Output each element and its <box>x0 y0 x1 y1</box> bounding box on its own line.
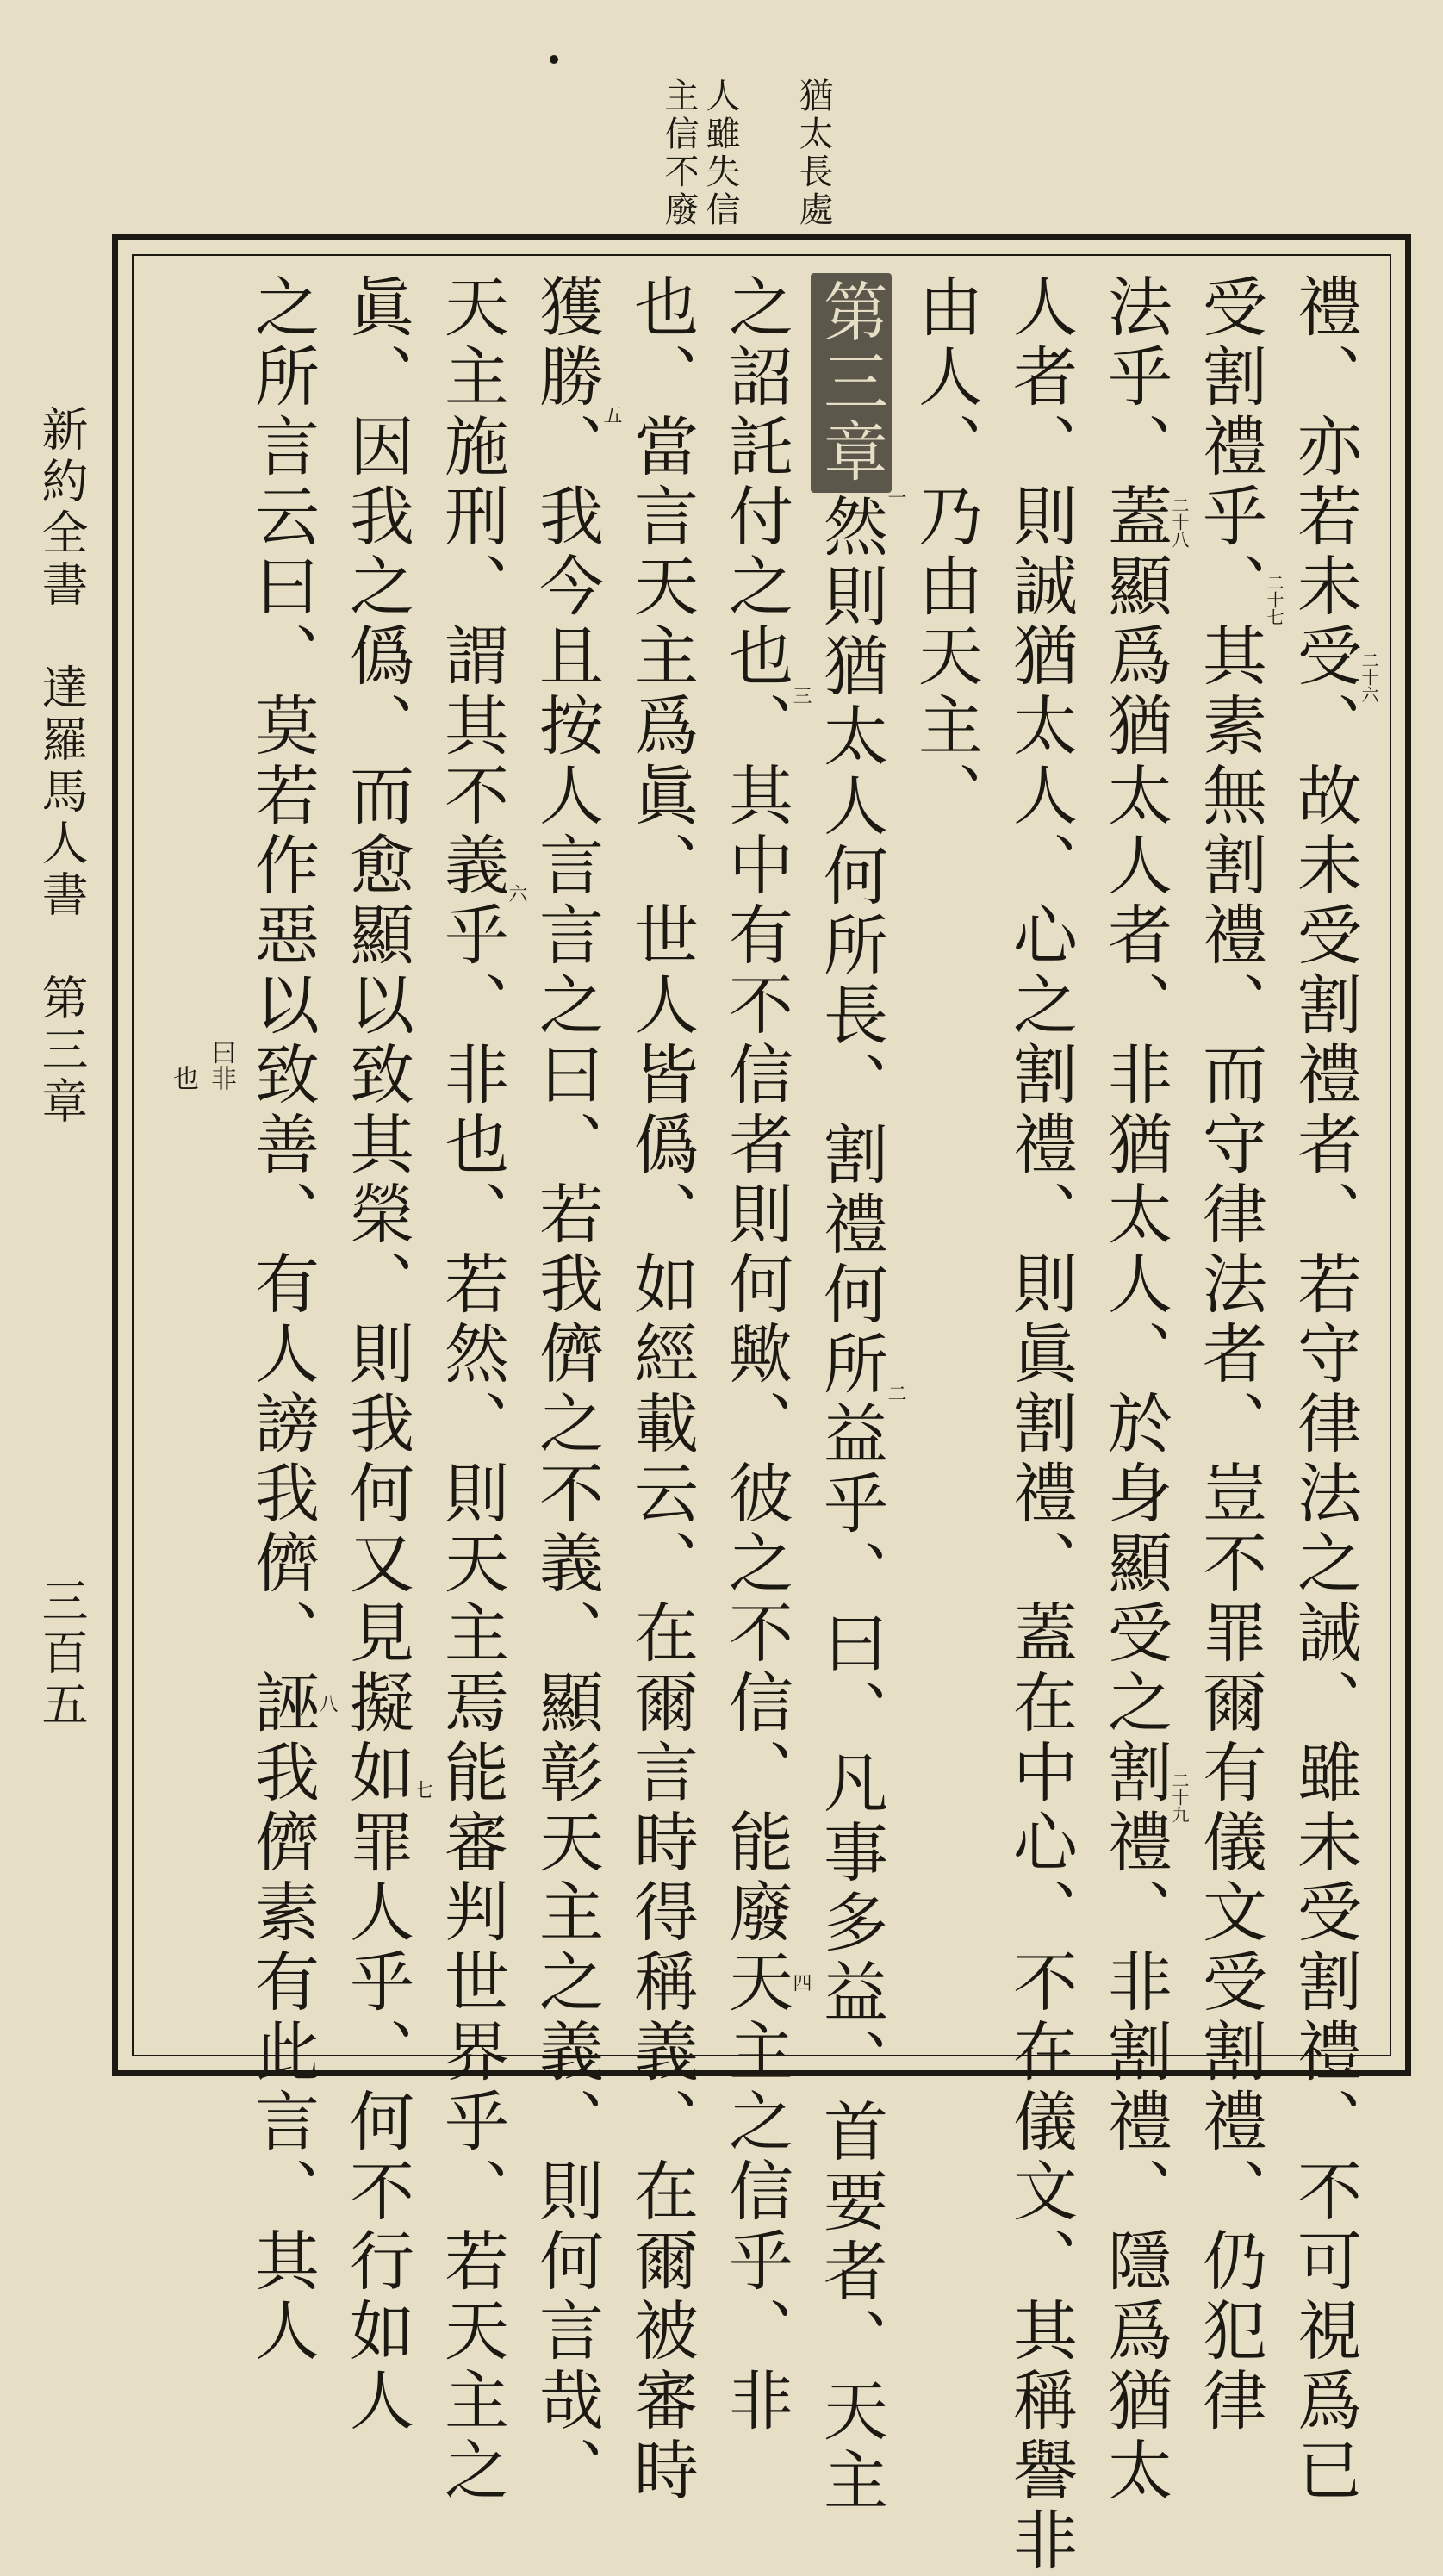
text-frame-inner <box>132 254 1391 2576</box>
verse-number-26: 二十六 <box>1359 651 1379 703</box>
text-column-12: 之所言云曰、莫若作惡以致善、有人謗我儕、誣我儕素有此言、其人 <box>245 273 320 2367</box>
book-title: 新約全書 達羅馬人書 第三章 <box>34 405 89 1129</box>
text-column-2: 受割禮乎、其素無割禮、而守律法者、豈不罪爾有儀文受割禮、仍犯律 <box>1192 273 1268 2436</box>
page-number: 三百五 <box>34 1577 89 1732</box>
text-column-10: 天主施刑、謂其不義乎、非也、若然、則天主焉能審判世界乎、若天主之 <box>434 273 510 2506</box>
verse-number-27: 二十七 <box>1264 574 1284 625</box>
verse-number-28: 二十八 <box>1169 496 1190 548</box>
inline-note-1: 曰非 <box>206 1039 236 1091</box>
text-column-1: 禮、亦若未受、故未受割禮者、若守律法之誡、雖未受割禮、不可視爲已 <box>1287 273 1363 2506</box>
chapter-heading: 第三章 <box>811 273 892 493</box>
text-column-3: 法乎、蓋顯爲猶太人者、非猶太人、於身顯受之割禮、非割禮、隱爲猶太 <box>1098 273 1173 2506</box>
verse-number-1: 一 <box>885 488 906 507</box>
text-column-6 <box>811 273 892 2517</box>
header-note-faith-line1: 人雖失信 <box>700 78 740 229</box>
verse-number-5: 五 <box>600 405 622 424</box>
text-column-11: 眞、因我之僞、而愈顯以致其榮、則我何又見擬如罪人乎、何不行如人 <box>339 273 415 2436</box>
text-column-5: 由人、乃由天主、 <box>908 273 984 831</box>
inline-note-2: 也 <box>168 1065 198 1091</box>
verse-number-29: 二十九 <box>1169 1771 1190 1823</box>
verse-number-4: 四 <box>790 1973 812 1992</box>
text-column-8: 也、當言天主爲眞、世人皆僞、如經載云、在爾言時得稱義、在爾被審時 <box>624 273 700 2506</box>
text-column-7: 之詔託付之也、其中有不信者則何歟、彼之不信、能廢天主之信乎、非 <box>718 273 794 2436</box>
text-column-9: 獲勝、我今且按人言言之曰、若我儕之不義、顯彰天主之義、則何言哉、 <box>529 273 605 2506</box>
header-note-jewish-advantage: 猶太長處 <box>793 78 833 229</box>
text-column-4: 人者、則誠猶太人、心之割禮、則眞割禮、蓋在中心、不在儀文、其稱譽非 <box>1003 273 1079 2576</box>
verse-number-2: 二 <box>885 1384 906 1403</box>
text-column-6-body: 然則猶太人何所長、割禮何所益乎、曰、凡事多益、首要者、天主 <box>813 493 889 2517</box>
verse-number-3: 三 <box>790 686 812 705</box>
verse-number-6: 六 <box>506 884 527 903</box>
ink-dot <box>550 55 558 64</box>
header-note-faith-line2: 主信不廢 <box>659 78 699 229</box>
text-frame <box>112 234 1411 2576</box>
verse-number-7: 七 <box>411 1780 432 1799</box>
verse-number-8: 八 <box>316 1694 338 1713</box>
